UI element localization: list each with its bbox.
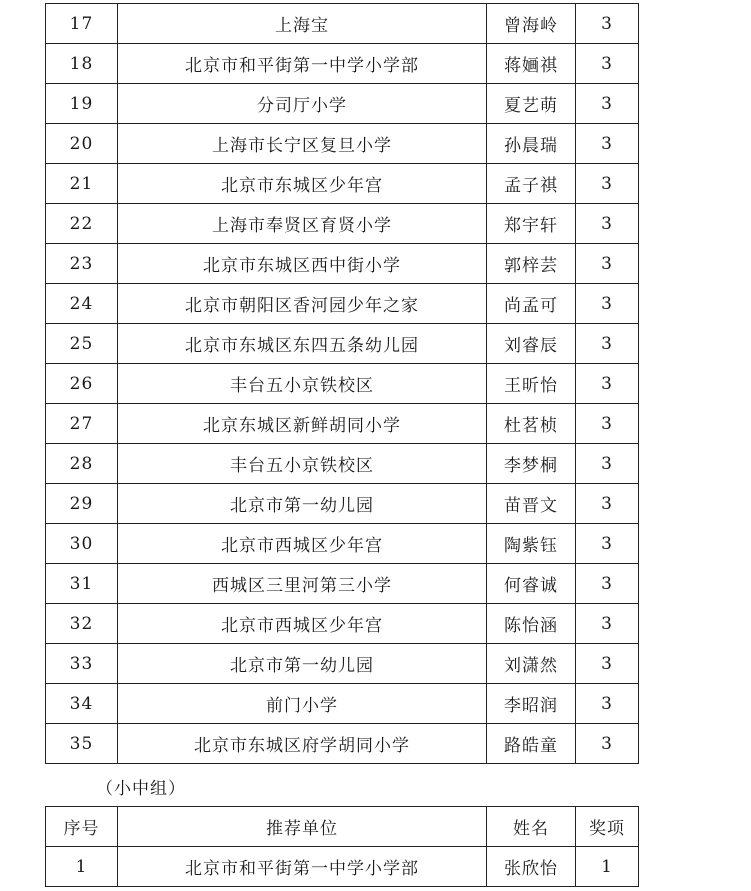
table-row	[46, 564, 639, 604]
cell-unit: 西城区三里河第三小学	[118, 564, 487, 604]
cell-no: 35	[46, 724, 118, 764]
cell-unit: 丰台五小京铁校区	[118, 444, 487, 484]
cell-no: 25	[46, 324, 118, 364]
cell-no: 32	[46, 604, 118, 644]
cell-no: 18	[46, 44, 118, 84]
cell-name: 尚孟可	[487, 284, 576, 324]
table-row	[46, 124, 639, 164]
cell-no: 20	[46, 124, 118, 164]
cell-no: 30	[46, 524, 118, 564]
cell-name: 郭梓芸	[487, 244, 576, 284]
cell-name: 夏艺萌	[487, 84, 576, 124]
table-body	[46, 4, 639, 764]
cell-unit: 北京市朝阳区香河园少年之家	[118, 284, 487, 324]
award-table-continued	[45, 3, 639, 764]
cell-name: 杜茗桢	[487, 404, 576, 444]
cell-no: 1	[46, 847, 118, 887]
cell-unit: 北京市东城区少年宫	[118, 164, 487, 204]
table-row	[46, 724, 639, 764]
cell-unit: 北京市第一幼儿园	[118, 644, 487, 684]
award-table-primary-middle	[45, 806, 639, 887]
cell-name: 刘潇然	[487, 644, 576, 684]
cell-name: 李梦桐	[487, 444, 576, 484]
cell-name: 陶紫钰	[487, 524, 576, 564]
cell-name: 张欣怡	[487, 847, 576, 887]
cell-unit: 分司厅小学	[118, 84, 487, 124]
cell-name: 路皓童	[487, 724, 576, 764]
cell-award: 3	[576, 324, 639, 364]
cell-unit: 北京市西城区少年宫	[118, 604, 487, 644]
table-row	[46, 444, 639, 484]
table-row	[46, 604, 639, 644]
cell-name: 王昕怡	[487, 364, 576, 404]
table-row	[46, 4, 639, 44]
table-row	[46, 847, 639, 887]
header-award: 奖项	[576, 807, 639, 847]
cell-unit: 前门小学	[118, 684, 487, 724]
cell-no: 17	[46, 4, 118, 44]
cell-award: 3	[576, 444, 639, 484]
table-row	[46, 684, 639, 724]
cell-no: 21	[46, 164, 118, 204]
cell-no: 27	[46, 404, 118, 444]
cell-unit: 北京市东城区西中街小学	[118, 244, 487, 284]
cell-award: 3	[576, 564, 639, 604]
header-no: 序号	[46, 807, 118, 847]
header-row	[46, 807, 639, 847]
cell-no: 31	[46, 564, 118, 604]
cell-award: 3	[576, 364, 639, 404]
cell-name: 郑宇轩	[487, 204, 576, 244]
cell-award: 3	[576, 124, 639, 164]
cell-award: 3	[576, 404, 639, 444]
cell-name: 苗晋文	[487, 484, 576, 524]
cell-no: 22	[46, 204, 118, 244]
cell-name: 曾海岭	[487, 4, 576, 44]
cell-name: 刘睿辰	[487, 324, 576, 364]
table-body	[46, 847, 639, 887]
cell-name: 蒋婳祺	[487, 44, 576, 84]
cell-name: 何睿诚	[487, 564, 576, 604]
cell-award: 3	[576, 244, 639, 284]
cell-award: 3	[576, 204, 639, 244]
cell-unit: 北京市第一幼儿园	[118, 484, 487, 524]
cell-award: 3	[576, 4, 639, 44]
table-row	[46, 204, 639, 244]
cell-unit: 上海市长宁区复旦小学	[118, 124, 487, 164]
cell-unit: 丰台五小京铁校区	[118, 364, 487, 404]
cell-no: 29	[46, 484, 118, 524]
cell-unit: 北京市东城区东四五条幼儿园	[118, 324, 487, 364]
cell-unit: 上海宝	[118, 4, 487, 44]
cell-award: 3	[576, 524, 639, 564]
table-row	[46, 324, 639, 364]
cell-name: 孙晨瑞	[487, 124, 576, 164]
cell-unit: 北京东城区新鲜胡同小学	[118, 404, 487, 444]
table-row	[46, 524, 639, 564]
cell-no: 28	[46, 444, 118, 484]
table-row	[46, 404, 639, 444]
cell-name: 孟子祺	[487, 164, 576, 204]
table-row	[46, 364, 639, 404]
cell-unit: 北京市东城区府学胡同小学	[118, 724, 487, 764]
cell-no: 33	[46, 644, 118, 684]
table-row	[46, 84, 639, 124]
cell-no: 26	[46, 364, 118, 404]
cell-name: 李昭润	[487, 684, 576, 724]
cell-no: 34	[46, 684, 118, 724]
section-title: （小中组）	[96, 779, 186, 799]
cell-unit: 北京市西城区少年宫	[118, 524, 487, 564]
header-name: 姓名	[487, 807, 576, 847]
cell-unit: 上海市奉贤区育贤小学	[118, 204, 487, 244]
cell-award: 3	[576, 484, 639, 524]
cell-award: 3	[576, 44, 639, 84]
header-unit: 推荐单位	[118, 807, 487, 847]
cell-award: 3	[576, 684, 639, 724]
cell-no: 19	[46, 84, 118, 124]
cell-award: 3	[576, 604, 639, 644]
table-header	[46, 807, 639, 847]
cell-award: 3	[576, 724, 639, 764]
table-row	[46, 244, 639, 284]
cell-award: 1	[576, 847, 639, 887]
cell-no: 24	[46, 284, 118, 324]
table-row	[46, 644, 639, 684]
cell-name: 陈怡涵	[487, 604, 576, 644]
cell-award: 3	[576, 84, 639, 124]
table-row	[46, 44, 639, 84]
cell-unit: 北京市和平街第一中学小学部	[118, 847, 487, 887]
table-row	[46, 484, 639, 524]
table-row	[46, 284, 639, 324]
cell-award: 3	[576, 644, 639, 684]
cell-award: 3	[576, 164, 639, 204]
table-row	[46, 164, 639, 204]
cell-unit: 北京市和平街第一中学小学部	[118, 44, 487, 84]
cell-no: 23	[46, 244, 118, 284]
cell-award: 3	[576, 284, 639, 324]
